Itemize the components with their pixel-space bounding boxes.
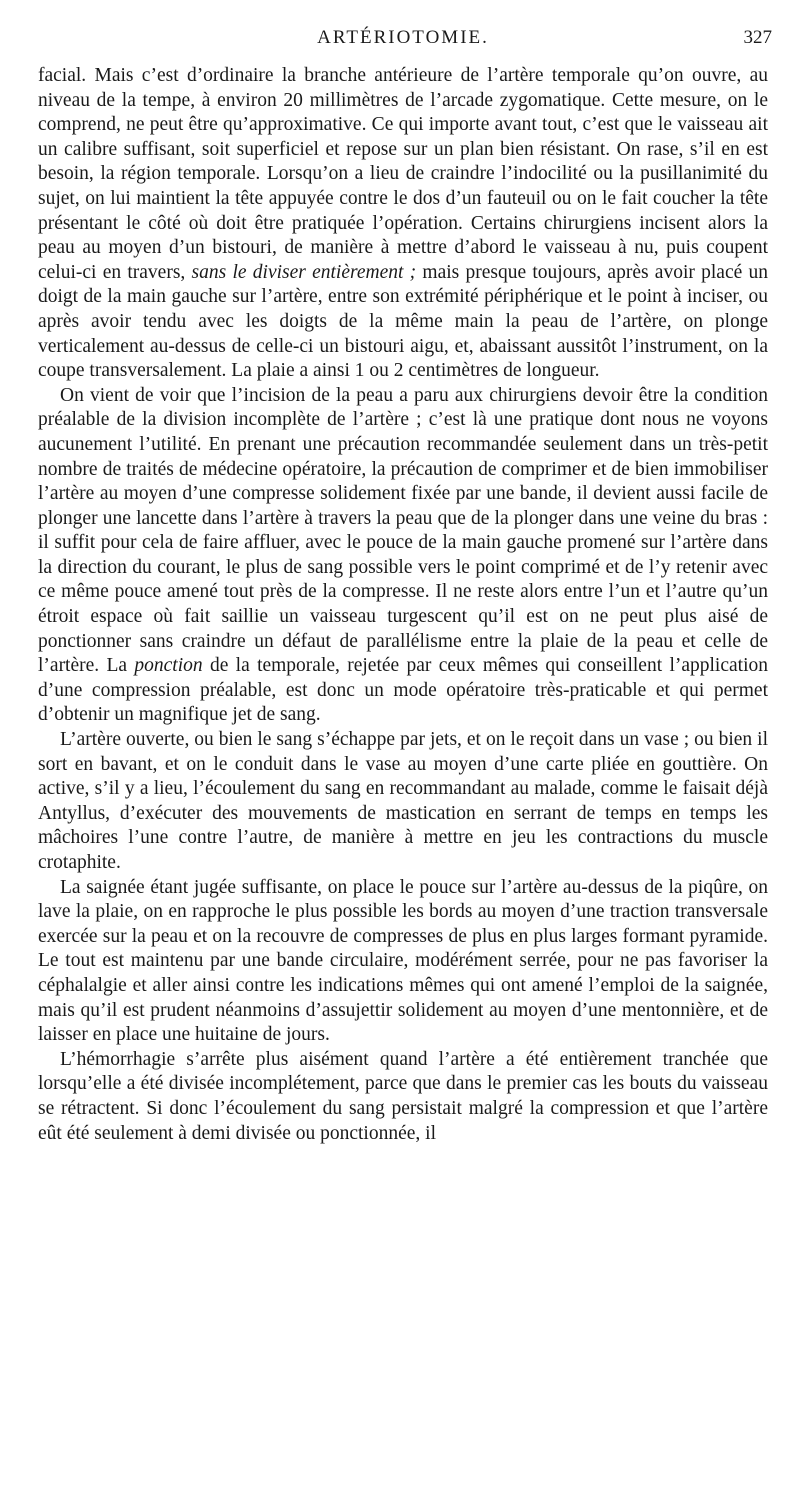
- document-page: [38, 0, 772, 1146]
- running-header: [38, 0, 772, 48]
- paragraph-5: L’hémorrhagie s’arrête plus aisément quand l’artère a été entièrement tranchée que lorsqu’elle a été divisée incomplétement, parce que dans le premier cas les bouts du vaisseau se rétractent. Si donc l’écoulement du sang persistait malgré la compression et que l’artère eût été seulement à demi divisée ou ponctionnée, il: [38, 1048, 768, 1144]
- running-title: ARTÉRIOTOMIE.: [317, 27, 489, 48]
- paragraph-2-italic: ponction: [134, 655, 203, 677]
- paragraph-1-text-a: facial. Mais c’est d’ordinaire la branche antérieure de l’artère temporale qu’on ouvre, au niveau de la tempe, à environ 20 millimètres de l’arcade zygomatique. Cette mesure, on le comprend, ne peut être qu’approximative. Ce qui importe avant tout, c’est que le vaisseau ait un calibre suffisant, soit superficiel et repose sur un plan bien résistant. On rase, s’il en est besoin, la région temporale. Lorsqu’on a lieu de craindre l’indocilité ou la pusillanimité du sujet, on lui maintient la tête appuyée contre le dos d’un fauteuil ou on le fait coucher la tête présentant le côté où doit être pratiquée l’opération. Certains chirurgiens incisent alors la peau au moyen d’un bistouri, de manière à mettre d’abord le vaisseau à nu, puis coupent celui-ci en travers,: [38, 65, 768, 283]
- paragraph-1: [38, 64, 768, 384]
- paragraph-4: La saignée étant jugée suffisante, on place le pouce sur l’artère au-dessus de la piqûre, on lave la plaie, on en rapproche le plus possible les bords au moyen d’une traction transversale exercée sur la peau et on la recouvre de compresses de plus en plus larges formant pyramide. Le tout est maintenu par une bande circulaire, modérément serrée, pour ne pas favoriser la céphalalgie et aller ainsi contre les indications mêmes qui ont amené l’emploi de la saignée, mais qu’il est prudent néanmoins d’assujettir solidement au moyen d’une mentonnière, et de laisser en place une huitaine de jours.: [38, 876, 768, 1046]
- paragraph-2: [38, 384, 768, 728]
- paragraph-2-text-b: de la temporale, rejetée par ceux mêmes qui conseillent l’application d’une compression préalable, est donc un mode opératoire très-praticable et qui permet d’obtenir un magnifique jet de sang.: [38, 655, 768, 726]
- paragraph-1-text-b: mais presque toujours, après avoir placé un doigt de la main gauche sur l’artère, entre son extrémité périphérique et le point à inciser, ou après avoir tendu avec les doigts de la même main la peau de l’artère, on plonge verticalement au-dessus de celle-ci un bistouri aigu, et, abaissant aussitôt l’instrument, on la coupe transversalement. La plaie a ainsi 1 ou 2 centimètres de longueur.: [38, 261, 769, 382]
- paragraph-3: L’artère ouverte, ou bien le sang s’échappe par jets, et on le reçoit dans un vase ; ou bien il sort en bavant, et on le conduit dans le vase au moyen d’une carte pliée en gouttière. On active, s’il y a lieu, l’écoulement du sang en recommandant au malade, comme le faisait déjà Antyllus, d’exécuter des mouvements de mastication en serrant de temps en temps les mâchoires l’une contre l’autre, de manière à mettre en jeu les contractions du muscle crotaphite.: [38, 729, 768, 873]
- page-number: 327: [743, 27, 772, 48]
- paragraph-1-italic: sans le diviser entièrement ;: [191, 261, 417, 283]
- body-text: [38, 64, 768, 1146]
- paragraph-2-text-a: On vient de voir que l’incision de la peau a paru aux chirurgiens devoir être la condition préalable de la division incomplète de l’artère ; c’est là une pratique dont nous ne voyons aucunement l’utilité. En prenant une précaution recommandée seulement dans un très-petit nombre de traités de médecine opératoire, la précaution de comprimer et de bien immobiliser l’artère au moyen d’une compresse solidement fixée par une bande, il devient aussi facile de plonger une lancette dans l’artère à travers la peau que de la plonger dans une veine du bras : il suffit pour cela de faire affluer, avec le pouce de la main gauche promené sur l’artère dans la direction du courant, le plus de sang possible vers le point comprimé et de l’y retenir avec ce même pouce amené tout près de la compresse. Il ne reste alors entre l’un et l’autre qu’un étroit espace où fait saillie un vaisseau turgescent qu’il est on ne peut plus aisé de ponctionner sans craindre un défaut de parallélisme entre la plaie de la peau et celle de l’artère. La: [38, 384, 768, 677]
